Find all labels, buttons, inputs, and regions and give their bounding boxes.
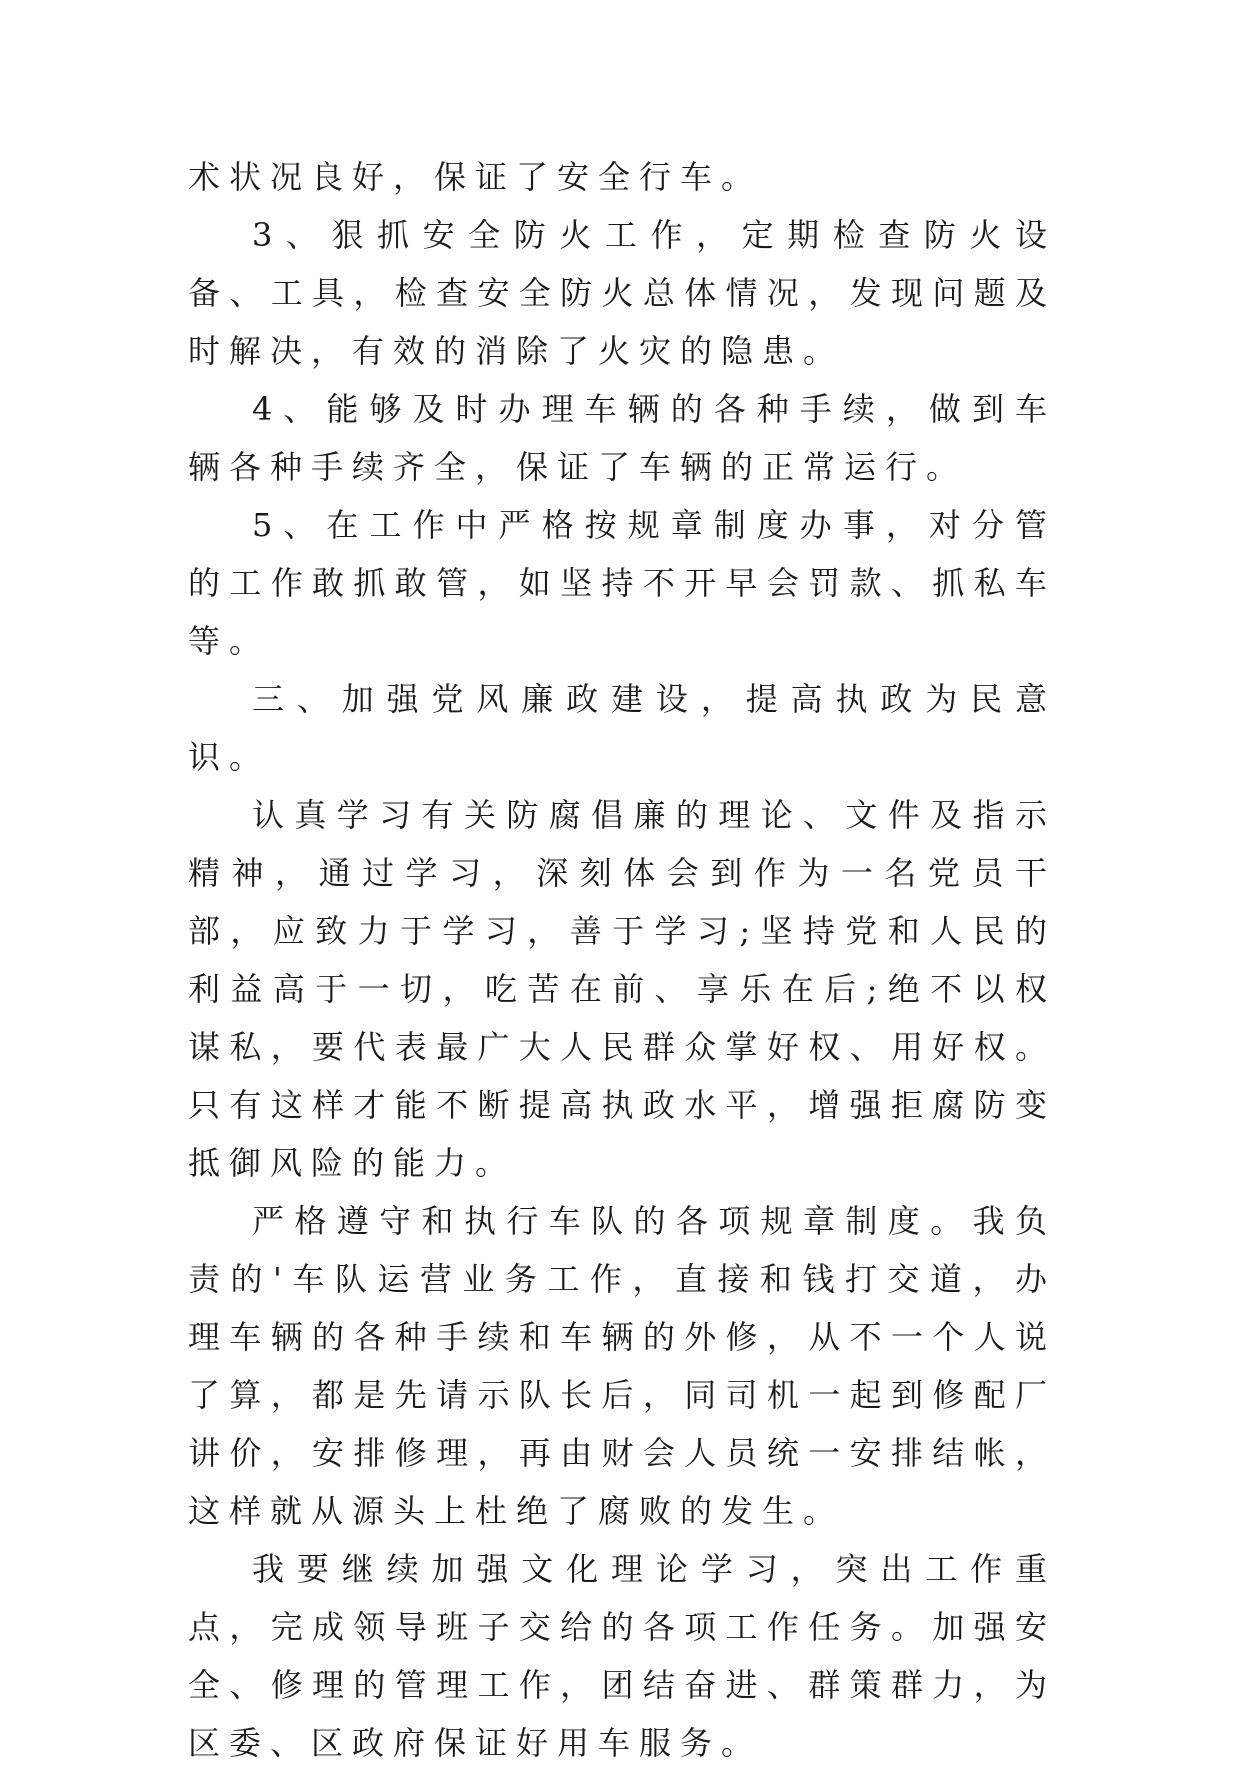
paragraph-item-3: 3、狠抓安全防火工作，定期检查防火设备、工具，检查安全防火总体情况，发现问题及时解决，有效的消除了火灾的隐患。: [188, 216, 1056, 370]
paragraph-item-4: 4、能够及时办理车辆的各种手续，做到车辆各种手续齐全，保证了车辆的正常运行。: [188, 390, 1056, 486]
document-body: [188, 148, 1056, 1772]
paragraph-study: 认真学习有关防腐倡廉的理论、文件及指示精神，通过学习，深刻体会到作为一名党员干部，应致力于学习，善于学习;坚持党和人民的利益高于一切，吃苦在前、享乐在后;绝不以权谋私，要代表最广大人民群众掌好权、用好权。只有这样才能不断提高执政水平，增强拒腐防变抵御风险的能力。: [188, 796, 1056, 1182]
paragraph-item-5: 5、在工作中严格按规章制度办事，对分管的工作敢抓敢管，如坚持不开早会罚款、抓私车等。: [188, 506, 1056, 660]
paragraph-future: 我要继续加强文化理论学习，突出工作重点，完成领导班子交给的各项工作任务。加强安全、修理的管理工作，团结奋进、群策群力，为区委、区政府保证好用车服务。: [188, 1550, 1056, 1762]
paragraph-continuation: 术状况良好，保证了安全行车。: [188, 158, 763, 196]
paragraph-rules: 严格遵守和执行车队的各项规章制度。我负责的'车队运营业务工作，直接和钱打交道，办理车辆的各种手续和车辆的外修，从不一个人说了算，都是先请示队长后，同司机一起到修配厂讲价，安排修理，再由财会人员统一安排结帐，这样就从源头上杜绝了腐败的发生。: [188, 1202, 1056, 1530]
section-heading-3: 三、加强党风廉政建设，提高执政为民意识。: [188, 680, 1056, 776]
